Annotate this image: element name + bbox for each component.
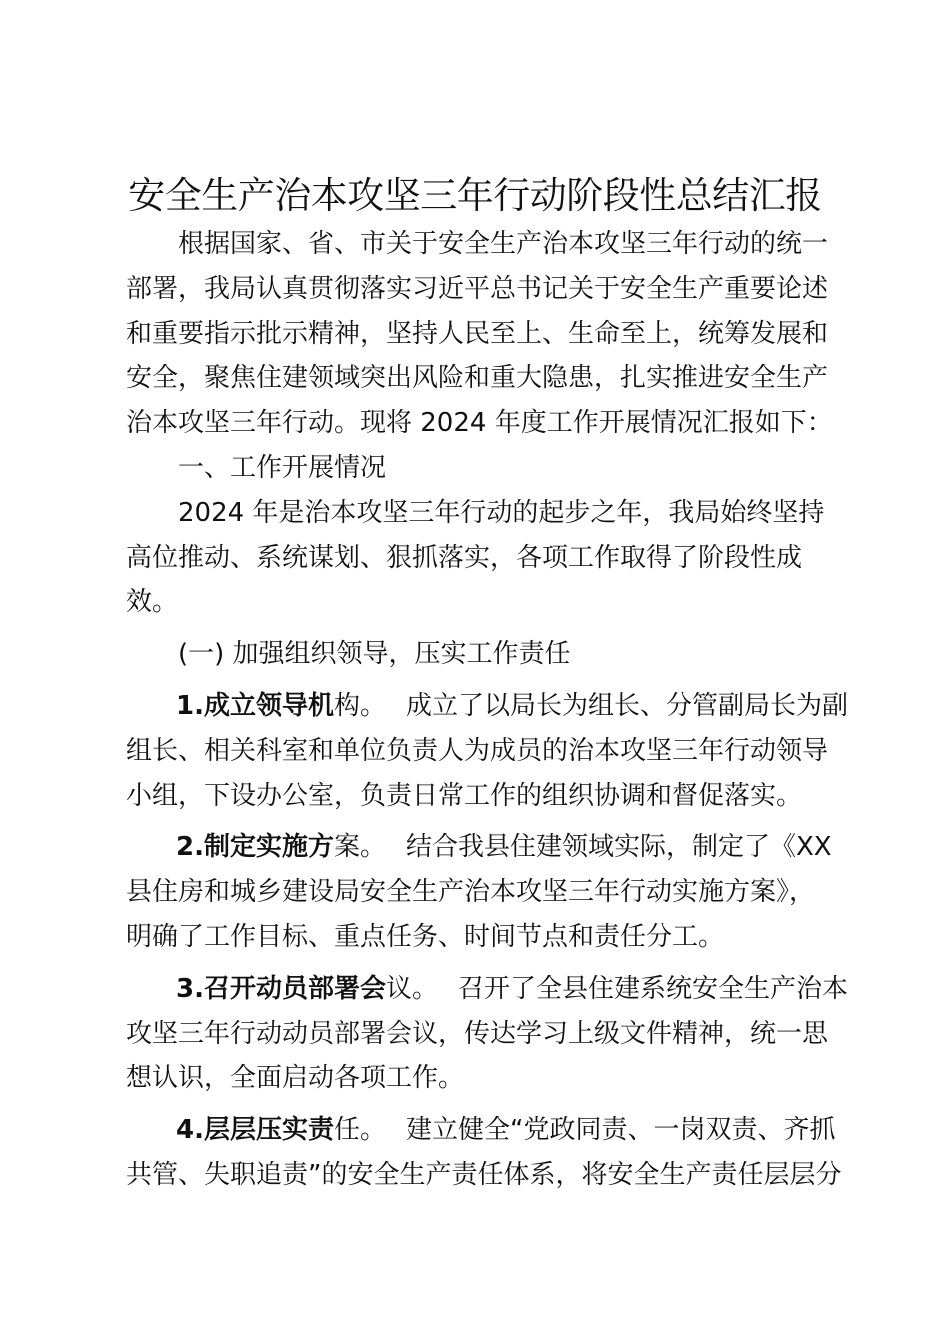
section-paragraph-line: 高位推动、系统谋划、狠抓落实，各项工作取得了阶段性成 xyxy=(126,542,803,573)
intro-line: 安全，聚焦住建领域突出风险和重大隐患，扎实推进安全生产 xyxy=(126,363,829,394)
section-heading: 一、工作开展情况 xyxy=(178,452,387,483)
item-line: 想认识，全面启动各项工作。 xyxy=(126,1063,465,1094)
item-line: 攻坚三年行动动员部署会议，传达学习上级文件精神，统一思 xyxy=(126,1018,829,1049)
item-heading-tail: 案。 xyxy=(333,832,386,863)
item-line: 小组，下设办公室，负责日常工作的组织协调和督促落实。 xyxy=(126,780,803,811)
item-first-line xyxy=(126,967,848,1012)
item-first-line xyxy=(126,684,848,729)
item-heading-bold: 3.召开动员部署会 xyxy=(176,973,386,1004)
item-line: 共管、失职追责”的安全生产责任体系，将安全生产责任层层分 xyxy=(126,1159,842,1190)
section-paragraph-line: 效。 xyxy=(126,587,179,618)
item-line: 组长、相关科室和单位负责人为成员的治本攻坚三年行动领导 xyxy=(126,735,829,766)
subsection-heading: (一) 加强组织领导，压实工作责任 xyxy=(178,639,571,670)
intro-line: 部署，我局认真贯彻落实习近平总书记关于安全生产重要论述 xyxy=(126,273,829,304)
item-text: 召开了全县住建系统安全生产治本 xyxy=(457,973,848,1004)
intro-line: 和重要指示批示精神，坚持人民至上、生命至上，统筹发展和 xyxy=(126,318,829,349)
item-text: 建立健全“党政同责、一岗双责、齐抓 xyxy=(405,1115,836,1146)
item-first-line xyxy=(126,825,836,870)
item-text: 结合我县住建领域实际，制定了《XX xyxy=(405,832,832,863)
document-title: 安全生产治本攻坚三年行动阶段性总结汇报 xyxy=(128,174,822,217)
item-heading-bold: 1.成立领导机 xyxy=(176,690,334,721)
item-text: 成立了以局长为组长、分管副局长为副 xyxy=(405,690,848,721)
item-heading-tail: 任。 xyxy=(333,1115,386,1146)
item-heading-tail: 构。 xyxy=(333,690,386,721)
item-heading-tail: 议。 xyxy=(385,973,438,1004)
intro-line: 根据国家、省、市关于安全生产治本攻坚三年行动的统一 xyxy=(178,229,829,259)
item-heading-bold: 4.层层压实责 xyxy=(176,1115,334,1146)
item-first-line xyxy=(126,1108,836,1153)
item-line: 县住房和城乡建设局安全生产治本攻坚三年行动实施方案》， xyxy=(126,877,816,908)
item-line: 明确了工作目标、重点任务、时间节点和责任分工。 xyxy=(126,921,725,952)
intro-line: 治本攻坚三年行动。现将 2024 年度工作开展情况汇报如下： xyxy=(126,408,833,439)
item-heading-bold: 2.制定实施方 xyxy=(176,832,334,863)
section-paragraph-line: 2024 年是治本攻坚三年行动的起步之年，我局始终坚持 xyxy=(178,497,825,528)
document-body xyxy=(126,222,848,1198)
